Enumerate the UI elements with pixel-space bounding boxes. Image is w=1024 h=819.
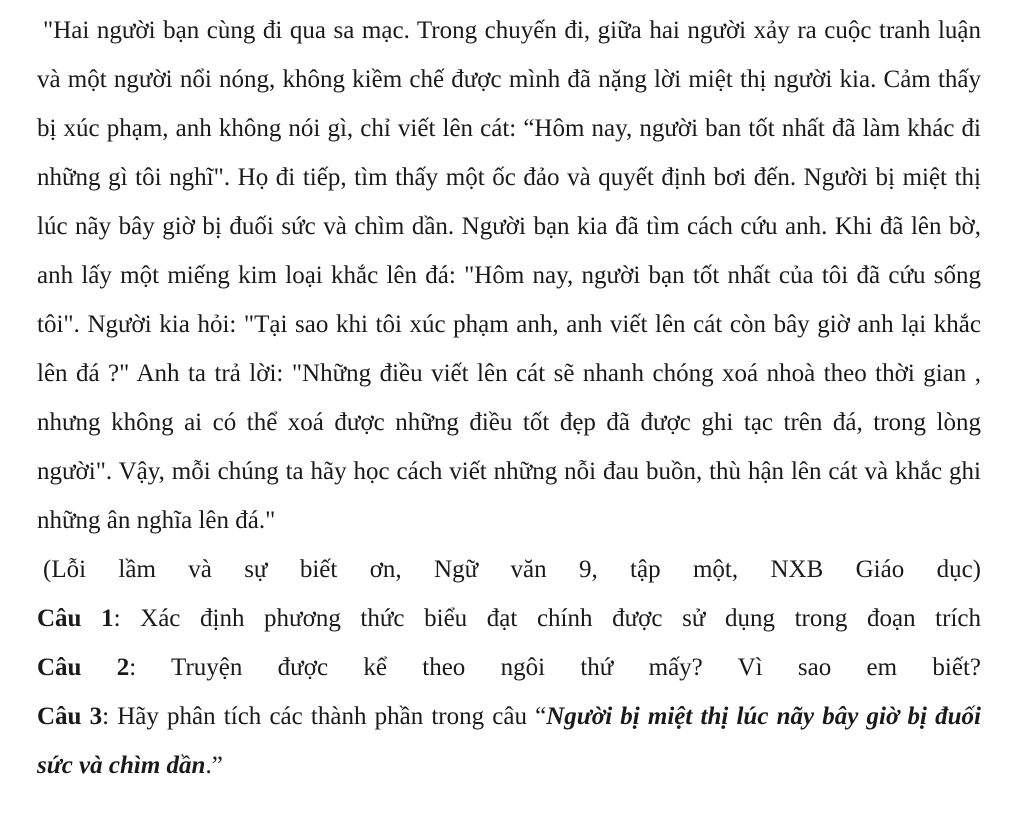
story-passage: "Hai người bạn cùng đi qua sa mạc. Trong chuyến đi, giữa hai người xảy ra cuộc tranh luận và một người nổi nóng, không kiềm chế được mình đã nặng lời miệt thị người kia. Cảm thấy bị xúc phạm, anh không nói gì, chỉ viết lên cát: “Hôm nay, người ban tốt nhất đã làm khác đi những gì tôi nghĩ". Họ đi tiếp, tìm thấy một ốc đảo và quyết định bơi đến. Người bị miệt thị lúc nãy bây giờ bị đuối sức và chìm dần. Người bạn kia đã tìm cách cứu anh. Khi đã lên bờ, anh lấy một miếng kim loại khắc lên đá: "Hôm nay, người bạn tốt nhất của tôi đã cứu sống tôi". Người kia hỏi: "Tại sao khi tôi xúc phạm anh, anh viết lên cát còn bây giờ anh lại khắc lên đá ?" Anh ta trả lời: "Những điều viết lên cát sẽ nhanh chóng xoá nhoà theo thời gian , nhưng không ai có thể xoá được những điều tốt đẹp đã được ghi tạc trên đá, trong lòng người". Vậy, mỗi chúng ta hãy học cách viết những nỗi đau buồn, thù hận lên cát và khắc ghi những ân nghĩa lên đá.": [37, 17, 981, 534]
document-page: [37, 0, 981, 790]
source-citation: (Lỗi lầm và sự biết ơn, Ngữ văn 9, tập một, NXB Giáo dục): [43, 556, 981, 583]
question-1-label: Câu 1: [37, 605, 114, 632]
question-2-text: : Truyện được kể theo ngôi thứ mấy? Vì sao em biết?: [129, 654, 981, 681]
question-2-label: Câu 2: [37, 654, 130, 681]
question-3: [37, 692, 981, 790]
question-3-quoted-sentence: Người bị miệt thị lúc nãy bây giờ bị đuối sức và chìm dần: [37, 703, 981, 779]
question-1: [37, 594, 981, 643]
question-3-text-end: .”: [205, 752, 223, 779]
question-2: [37, 643, 981, 692]
question-3-text: : Hãy phân tích các thành phần trong câu “: [102, 703, 547, 730]
question-1-text: : Xác định phương thức biểu đạt chính được sử dụng trong đoạn trích: [113, 605, 981, 632]
question-3-label: Câu 3: [37, 703, 103, 730]
